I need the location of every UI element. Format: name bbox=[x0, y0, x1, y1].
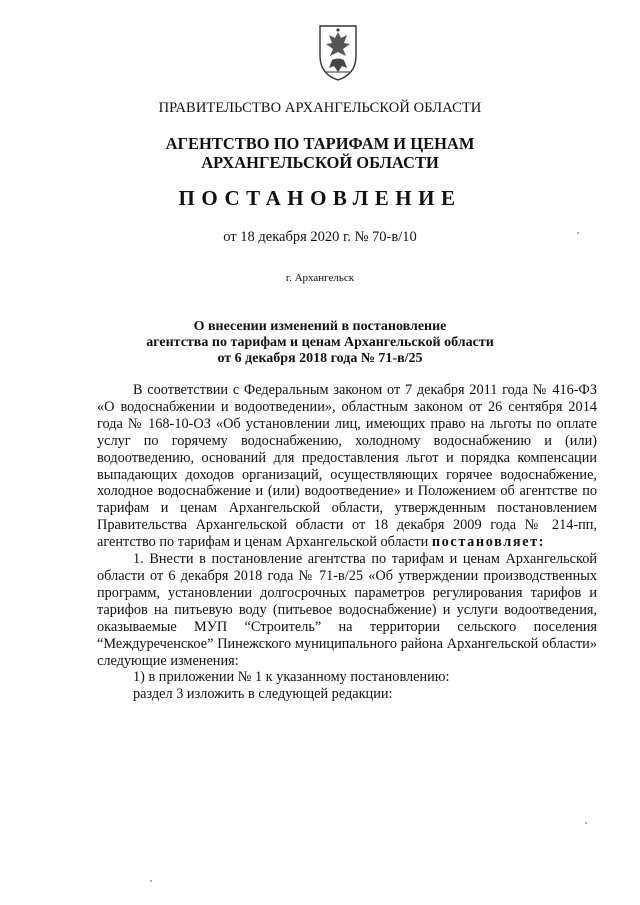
scan-speck bbox=[150, 880, 152, 882]
document-city: г. Архангельск bbox=[285, 272, 355, 284]
subject-line1: О внесении изменений в постановление bbox=[193, 319, 447, 334]
document-type-title: ПОСТАНОВЛЕНИЕ bbox=[178, 186, 462, 210]
document-date-number: от 18 декабря 2020 г. № 70-в/10 bbox=[223, 229, 417, 245]
document-body bbox=[97, 382, 597, 703]
agency-name-line1: АГЕНТСТВО ПО ТАРИФАМ И ЦЕНАМ bbox=[165, 134, 475, 153]
item-1-1-paragraph: 1) в приложении № 1 к указанному постановлению: bbox=[133, 669, 450, 686]
agency-name bbox=[0, 134, 640, 172]
coat-of-arms-emblem bbox=[314, 22, 362, 82]
item-1-paragraph: 1. Внести в постановление агентства по тарифам и ценам Архангельской области от 6 декабря 2018 года № 71-в/25 «Об утверждении производственных программ, установлении долгосрочных параметров регулирования тарифов и тарифов на питьевую воду (питьевое водоснабжение) и услуги водоотведения, оказываемые МУП “Строитель” на территории сельского поселения “Междуреченское” Пинежского муниципального района Архангельской области» следующие изменения: bbox=[97, 551, 597, 669]
government-name: ПРАВИТЕЛЬСТВО АРХАНГЕЛЬСКОЙ ОБЛАСТИ bbox=[158, 100, 482, 116]
document-subject bbox=[0, 319, 640, 367]
subject-line2: агентства по тарифам и ценам Архангельской области bbox=[146, 335, 494, 350]
agency-name-line2: АРХАНГЕЛЬСКОЙ ОБЛАСТИ bbox=[201, 153, 439, 172]
resolves-keyword: постановляет: bbox=[431, 534, 546, 551]
subject-line3: от 6 декабря 2018 года № 71-в/25 bbox=[217, 351, 423, 366]
scan-speck bbox=[585, 822, 587, 824]
intro-paragraph bbox=[97, 382, 597, 551]
scan-speck bbox=[577, 232, 579, 234]
intro-text: В соответствии с Федеральным законом от 7 декабря 2011 года № 416-ФЗ «О водоснабжении и водоотведении», областным законом от 26 сентября 2014 года № 168-10-ОЗ «Об установлении лиц, имеющих право на льготы по оплате услуг по горячему водоснабжению, холодному водоснабжению и (или) водоотведению, оснований для предоставления льгот и порядка компенсации выпадающих доходов организаций, осуществляющих горячее водоснабжение, холодное водоснабжение и (или) водоотведение» и Положением об агентстве по тарифам и ценам Архангельской области, утвержденным постановлением Правительства Архангельской области от 18 декабря 2009 года № 214-пп, агентство по тарифам и ценам Архангельской области bbox=[97, 382, 597, 551]
item-1-1-a-paragraph: раздел 3 изложить в следующей редакции: bbox=[133, 686, 393, 703]
